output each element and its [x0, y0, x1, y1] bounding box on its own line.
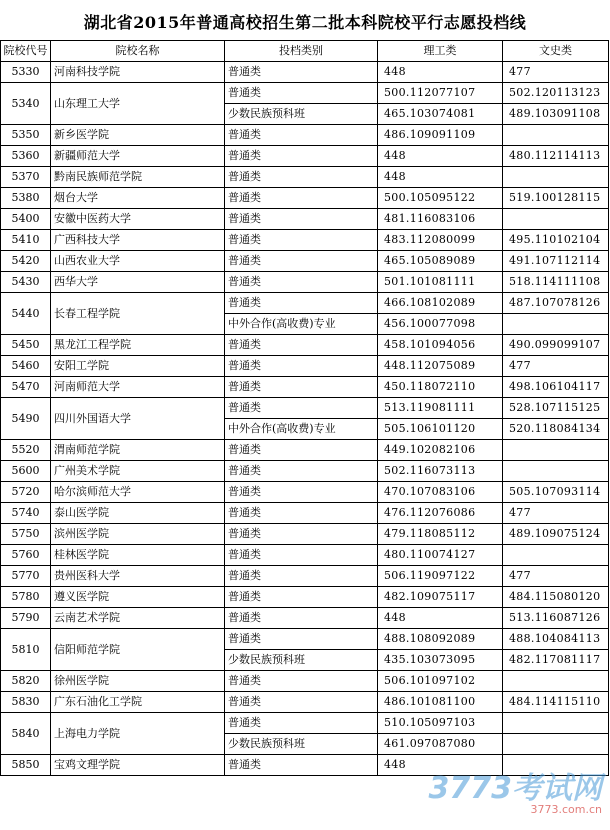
category-cell: 普通类 — [225, 83, 378, 104]
science-score-cell: 465.105089089 — [378, 251, 503, 272]
school-code-cell: 5430 — [1, 272, 51, 293]
school-name-cell: 四川外国语大学 — [51, 398, 225, 440]
table-row — [1, 440, 609, 461]
arts-score-cell: 491.107112114 — [503, 251, 609, 272]
school-name-cell: 安徽中医药大学 — [51, 209, 225, 230]
table-row — [1, 587, 609, 608]
table-row — [1, 608, 609, 629]
watermark-logo: 3773考试网 — [428, 771, 602, 806]
arts-score-cell: 518.114111108 — [503, 272, 609, 293]
science-score-cell: 483.112080099 — [378, 230, 503, 251]
school-name-cell: 渭南师范学院 — [51, 440, 225, 461]
school-name-cell: 广西科技大学 — [51, 230, 225, 251]
category-cell: 普通类 — [225, 692, 378, 713]
science-score-cell: 510.105097103 — [378, 713, 503, 734]
school-code-cell: 5400 — [1, 209, 51, 230]
arts-score-cell: 477 — [503, 566, 609, 587]
table-row — [1, 566, 609, 587]
school-name-cell: 泰山医学院 — [51, 503, 225, 524]
science-score-cell: 448 — [378, 755, 503, 776]
science-score-cell: 476.112076086 — [378, 503, 503, 524]
table-row — [1, 524, 609, 545]
school-code-cell: 5450 — [1, 335, 51, 356]
table-row — [1, 629, 609, 650]
category-cell: 普通类 — [225, 524, 378, 545]
arts-score-cell — [503, 440, 609, 461]
arts-score-cell: 477 — [503, 503, 609, 524]
arts-score-cell: 489.109075124 — [503, 524, 609, 545]
school-code-cell: 5770 — [1, 566, 51, 587]
table-row — [1, 272, 609, 293]
science-score-cell: 448.112075089 — [378, 356, 503, 377]
table-row — [1, 545, 609, 566]
school-name-cell: 贵州医科大学 — [51, 566, 225, 587]
category-cell: 中外合作(高收费)专业 — [225, 314, 378, 335]
header-school-code: 院校代号 — [1, 41, 51, 62]
category-cell: 普通类 — [225, 356, 378, 377]
category-cell: 普通类 — [225, 608, 378, 629]
school-name-cell: 河南科技学院 — [51, 62, 225, 83]
arts-score-cell: 505.107093114 — [503, 482, 609, 503]
table-row — [1, 461, 609, 482]
school-name-cell: 山东理工大学 — [51, 83, 225, 125]
school-code-cell: 5360 — [1, 146, 51, 167]
school-name-cell: 西华大学 — [51, 272, 225, 293]
school-name-cell: 安阳工学院 — [51, 356, 225, 377]
science-score-cell: 470.107083106 — [378, 482, 503, 503]
table-row — [1, 503, 609, 524]
arts-score-cell: 528.107115125 — [503, 398, 609, 419]
category-cell: 普通类 — [225, 335, 378, 356]
arts-score-cell: 513.116087126 — [503, 608, 609, 629]
arts-score-cell — [503, 713, 609, 734]
school-code-cell: 5720 — [1, 482, 51, 503]
category-cell: 普通类 — [225, 272, 378, 293]
school-name-cell: 上海电力学院 — [51, 713, 225, 755]
table-row — [1, 293, 609, 314]
school-name-cell: 信阳师范学院 — [51, 629, 225, 671]
category-cell: 少数民族预科班 — [225, 734, 378, 755]
table-row — [1, 188, 609, 209]
table-row — [1, 692, 609, 713]
arts-score-cell: 520.118084134 — [503, 419, 609, 440]
science-score-cell: 448 — [378, 608, 503, 629]
science-score-cell: 505.106101120 — [378, 419, 503, 440]
category-cell: 普通类 — [225, 146, 378, 167]
school-name-cell: 新疆师范大学 — [51, 146, 225, 167]
science-score-cell: 456.100077098 — [378, 314, 503, 335]
arts-score-cell — [503, 545, 609, 566]
science-score-cell: 466.108102089 — [378, 293, 503, 314]
school-name-cell: 广州美术学院 — [51, 461, 225, 482]
school-code-cell: 5340 — [1, 83, 51, 125]
science-score-cell: 448 — [378, 62, 503, 83]
school-name-cell: 河南师范大学 — [51, 377, 225, 398]
arts-score-cell — [503, 167, 609, 188]
school-name-cell: 遵义医学院 — [51, 587, 225, 608]
arts-score-cell: 487.107078126 — [503, 293, 609, 314]
school-name-cell: 长春工程学院 — [51, 293, 225, 335]
category-cell: 普通类 — [225, 251, 378, 272]
science-score-cell: 501.101081111 — [378, 272, 503, 293]
table-row — [1, 251, 609, 272]
category-cell: 普通类 — [225, 398, 378, 419]
category-cell: 普通类 — [225, 671, 378, 692]
table-body — [1, 62, 609, 776]
site-watermark — [428, 771, 603, 816]
arts-score-cell: 490.099099107 — [503, 335, 609, 356]
category-cell: 普通类 — [225, 62, 378, 83]
school-name-cell: 宝鸡文理学院 — [51, 755, 225, 776]
category-cell: 普通类 — [225, 629, 378, 650]
category-cell: 普通类 — [225, 482, 378, 503]
arts-score-cell — [503, 461, 609, 482]
school-name-cell: 山西农业大学 — [51, 251, 225, 272]
school-name-cell: 徐州医学院 — [51, 671, 225, 692]
arts-score-cell: 480.112114113 — [503, 146, 609, 167]
school-name-cell: 黑龙江工程学院 — [51, 335, 225, 356]
table-row — [1, 230, 609, 251]
arts-score-cell — [503, 125, 609, 146]
school-code-cell: 5780 — [1, 587, 51, 608]
school-code-cell: 5740 — [1, 503, 51, 524]
category-cell: 少数民族预科班 — [225, 650, 378, 671]
school-code-cell: 5600 — [1, 461, 51, 482]
category-cell: 普通类 — [225, 377, 378, 398]
science-score-cell: 486.109091109 — [378, 125, 503, 146]
school-code-cell: 5440 — [1, 293, 51, 335]
arts-score-cell: 489.103091108 — [503, 104, 609, 125]
table-row — [1, 713, 609, 734]
school-name-cell: 桂林医学院 — [51, 545, 225, 566]
science-score-cell: 500.112077107 — [378, 83, 503, 104]
school-name-cell: 广东石油化工学院 — [51, 692, 225, 713]
school-name-cell: 滨州医学院 — [51, 524, 225, 545]
table-row — [1, 146, 609, 167]
table-row — [1, 167, 609, 188]
science-score-cell: 448 — [378, 167, 503, 188]
science-score-cell: 486.101081100 — [378, 692, 503, 713]
table-row — [1, 209, 609, 230]
school-code-cell: 5420 — [1, 251, 51, 272]
category-cell: 普通类 — [225, 440, 378, 461]
header-arts: 文史类 — [503, 41, 609, 62]
table-row — [1, 356, 609, 377]
school-code-cell: 5820 — [1, 671, 51, 692]
science-score-cell: 488.108092089 — [378, 629, 503, 650]
science-score-cell: 482.109075117 — [378, 587, 503, 608]
school-code-cell: 5830 — [1, 692, 51, 713]
category-cell: 普通类 — [225, 566, 378, 587]
science-score-cell: 480.110074127 — [378, 545, 503, 566]
school-name-cell: 新乡医学院 — [51, 125, 225, 146]
category-cell: 少数民族预科班 — [225, 104, 378, 125]
arts-score-cell: 495.110102104 — [503, 230, 609, 251]
arts-score-cell: 519.100128115 — [503, 188, 609, 209]
category-cell: 普通类 — [225, 230, 378, 251]
science-score-cell: 449.102082106 — [378, 440, 503, 461]
table-row — [1, 125, 609, 146]
table-row — [1, 377, 609, 398]
school-code-cell: 5460 — [1, 356, 51, 377]
header-category: 投档类别 — [225, 41, 378, 62]
header-science: 理工类 — [378, 41, 503, 62]
school-code-cell: 5350 — [1, 125, 51, 146]
arts-score-cell — [503, 671, 609, 692]
category-cell: 普通类 — [225, 293, 378, 314]
school-code-cell: 5810 — [1, 629, 51, 671]
school-code-cell: 5470 — [1, 377, 51, 398]
science-score-cell: 435.103073095 — [378, 650, 503, 671]
arts-score-cell: 502.120113123 — [503, 83, 609, 104]
table-row — [1, 335, 609, 356]
science-score-cell: 502.116073113 — [378, 461, 503, 482]
science-score-cell: 458.101094056 — [378, 335, 503, 356]
arts-score-cell — [503, 209, 609, 230]
table-header-row — [1, 41, 609, 62]
science-score-cell: 506.119097122 — [378, 566, 503, 587]
school-code-cell: 5370 — [1, 167, 51, 188]
category-cell: 普通类 — [225, 125, 378, 146]
category-cell: 普通类 — [225, 461, 378, 482]
table-row — [1, 83, 609, 104]
arts-score-cell: 498.106104117 — [503, 377, 609, 398]
science-score-cell: 465.103074081 — [378, 104, 503, 125]
school-name-cell: 黔南民族师范学院 — [51, 167, 225, 188]
table-row — [1, 398, 609, 419]
science-score-cell: 481.116083106 — [378, 209, 503, 230]
table-row — [1, 671, 609, 692]
category-cell: 普通类 — [225, 755, 378, 776]
school-code-cell: 5850 — [1, 755, 51, 776]
school-code-cell: 5490 — [1, 398, 51, 440]
table-row — [1, 62, 609, 83]
category-cell: 普通类 — [225, 167, 378, 188]
school-code-cell: 5330 — [1, 62, 51, 83]
science-score-cell: 461.097087080 — [378, 734, 503, 755]
school-code-cell: 5520 — [1, 440, 51, 461]
category-cell: 普通类 — [225, 209, 378, 230]
category-cell: 普通类 — [225, 545, 378, 566]
school-name-cell: 云南艺术学院 — [51, 608, 225, 629]
school-code-cell: 5380 — [1, 188, 51, 209]
arts-score-cell — [503, 314, 609, 335]
arts-score-cell: 484.114115110 — [503, 692, 609, 713]
science-score-cell: 500.105095122 — [378, 188, 503, 209]
school-name-cell: 哈尔滨师范大学 — [51, 482, 225, 503]
header-school-name: 院校名称 — [51, 41, 225, 62]
category-cell: 普通类 — [225, 188, 378, 209]
watermark-url: 3773.com.cn — [530, 803, 602, 816]
category-cell: 中外合作(高收费)专业 — [225, 419, 378, 440]
category-cell: 普通类 — [225, 587, 378, 608]
arts-score-cell: 484.115080120 — [503, 587, 609, 608]
school-code-cell: 5840 — [1, 713, 51, 755]
science-score-cell: 448 — [378, 146, 503, 167]
science-score-cell: 513.119081111 — [378, 398, 503, 419]
arts-score-cell: 482.117081117 — [503, 650, 609, 671]
school-name-cell: 烟台大学 — [51, 188, 225, 209]
science-score-cell: 506.101097102 — [378, 671, 503, 692]
school-code-cell: 5750 — [1, 524, 51, 545]
school-code-cell: 5410 — [1, 230, 51, 251]
school-code-cell: 5760 — [1, 545, 51, 566]
admission-score-table — [0, 40, 609, 776]
science-score-cell: 479.118085112 — [378, 524, 503, 545]
school-code-cell: 5790 — [1, 608, 51, 629]
arts-score-cell: 477 — [503, 62, 609, 83]
arts-score-cell — [503, 734, 609, 755]
arts-score-cell: 488.104084113 — [503, 629, 609, 650]
category-cell: 普通类 — [225, 713, 378, 734]
category-cell: 普通类 — [225, 503, 378, 524]
table-row — [1, 482, 609, 503]
science-score-cell: 450.118072110 — [378, 377, 503, 398]
arts-score-cell: 477 — [503, 356, 609, 377]
page-title: 湖北省2015年普通高校招生第二批本科院校平行志愿投档线 — [83, 13, 527, 32]
